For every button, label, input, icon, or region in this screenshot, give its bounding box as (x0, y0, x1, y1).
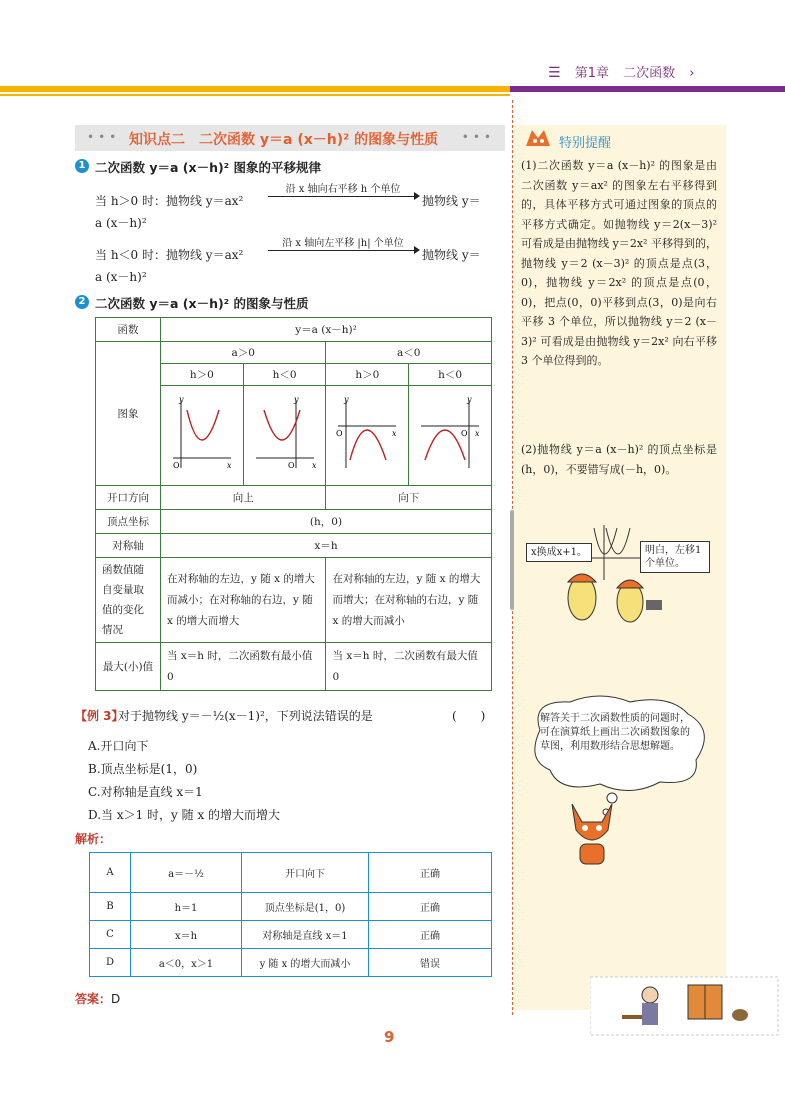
case2-arrow: 沿 x 轴向左平移 |h| 个单位 (268, 234, 418, 251)
cell: a＝－½ (131, 853, 242, 893)
svg-text:y: y (344, 395, 349, 404)
thought-cloud-text: 解答关于二次函数性质的问题时，可在演算纸上画出二次函数图象的草图，利用数形结合思想解题。 (540, 713, 690, 752)
page-number: 9 (384, 1028, 395, 1046)
option-d: D.当 x＞1 时，y 随 x 的增大而增大 (88, 808, 281, 822)
example-label: 【例 3】 (75, 709, 124, 723)
h-pos-header-1: h＞0 (161, 364, 244, 386)
cell: D (90, 949, 131, 977)
cell: 错误 (369, 949, 492, 977)
svg-text:O: O (287, 461, 295, 470)
svg-text:O: O (172, 461, 180, 470)
graph-down-left (409, 386, 492, 486)
cell: C (90, 921, 131, 949)
case2-pre: 当 h＜0 时：抛物线 y＝ax² (95, 248, 244, 262)
chapter-number: 第1章 (574, 66, 609, 81)
svg-text:x: x (226, 461, 232, 470)
h-pos-header-2: h＞0 (326, 364, 409, 386)
example-question: 对于抛物线 y＝－½(x－1)²，下列说法错误的是 (118, 709, 373, 723)
section-title: 知识点二 二次函数 y＝a (x－h)² 的图象与性质 (129, 132, 439, 148)
chapter-header (548, 62, 704, 81)
svg-text:y: y (467, 395, 472, 404)
section-title-band (75, 125, 505, 151)
header-bar-purple (510, 86, 785, 92)
cell: 正确 (369, 853, 492, 893)
max-neg: 当 x＝h 时，二次函数有最大值 0 (326, 643, 492, 691)
open-up: 向上 (161, 486, 326, 510)
list-icon[interactable]: ☰ (548, 65, 561, 81)
case1-pre: 当 h＞0 时：抛物线 y＝ax² (95, 194, 244, 208)
graph-down-right (326, 386, 409, 486)
answer: 答案：D (75, 992, 121, 1006)
mono-neg: 在对称轴的左边，y 随 x 的增大而增大；在对称轴的右边，y 随 x 的增大而减小 (326, 558, 492, 643)
cell: 顶点坐标是(1，0) (242, 893, 369, 921)
svg-text:y: y (178, 395, 184, 404)
cell: y 随 x 的增大而减小 (242, 949, 369, 977)
mono-label: 函数值随自变量取值的变化情况 (96, 558, 161, 643)
graph-up-left (243, 386, 326, 486)
svg-text:O: O (336, 429, 343, 438)
open-down: 向下 (326, 486, 492, 510)
part1-number-badge: 1 (75, 159, 89, 173)
cell: h＝1 (131, 893, 242, 921)
svg-text:x: x (311, 461, 317, 470)
example-paren: ( ) (452, 709, 486, 723)
dots-left-icon: ••• (87, 130, 121, 144)
svg-text:y: y (293, 395, 299, 404)
h-neg-header-1: h＜0 (243, 364, 326, 386)
cell: 开口向下 (242, 853, 369, 893)
scrollbar[interactable] (510, 510, 514, 610)
graph-label: 图象 (96, 342, 161, 486)
func-label: 函数 (96, 318, 161, 342)
case2-cont: a (x－h)² (95, 270, 147, 284)
cell: 正确 (369, 893, 492, 921)
cell: 正确 (369, 921, 492, 949)
axis-label: 对称轴 (96, 534, 161, 558)
max-pos: 当 x＝h 时，二次函数有最小值 0 (161, 643, 326, 691)
cell: a＜0，x＞1 (131, 949, 242, 977)
reading-scene-illustration (590, 975, 780, 1037)
option-a: A.开口向下 (88, 739, 149, 753)
func-value: y＝a (x－h)² (161, 318, 492, 342)
property-table (95, 317, 492, 691)
case2-post: 抛物线 y＝ (422, 248, 481, 262)
sidebar-para-1: (1)二次函数 y＝a (x－h)² 的图象是由二次函数 y＝ax² 的图象左右平移得到的，具体平移方式可通过图象的顶点的平移方式确定。如抛物线 y＝2(x－3)² 可看成是由抛物线 y＝2x² 平移得到的，抛物线 y＝2 (x－3)² 的顶点是点(3，0)，抛物线 y＝2x² 的顶点是点(0，0)，把点(0，0)平移到点(3，0)是向右平移 3 个单位，所以抛物线 y＝2 (x－3)² 可看成是由抛物线 y＝2x² 向右平移 3 个单位得到的。 (521, 159, 717, 367)
max-label: 最大(小)值 (96, 643, 161, 691)
open-label: 开口方向 (96, 486, 161, 510)
svg-text:O: O (461, 429, 468, 438)
option-b: B.顶点坐标是(1，0) (88, 762, 198, 776)
speech-bubble-left: x换成x+1。 (526, 543, 592, 562)
case1-arrow: 沿 x 轴向右平移 h 个单位 (268, 180, 418, 197)
sidebar-title: 特别提醒 (559, 136, 612, 151)
header-line (0, 94, 510, 96)
vertex-value: (h，0) (161, 510, 492, 534)
cell: x＝h (131, 921, 242, 949)
dots-right-icon: ••• (461, 130, 495, 144)
chapter-title: 二次函数 (623, 66, 676, 81)
a-pos-header: a＞0 (161, 342, 326, 364)
sidebar-para-2: (2)抛物线 y＝a (x－h)² 的顶点坐标是(h，0)，不要错写成(－h，0)。 (521, 443, 717, 476)
h-neg-header-2: h＜0 (409, 364, 492, 386)
part1-title: 二次函数 y＝a (x－h)² 图象的平移规律 (95, 160, 322, 175)
a-neg-header: a＜0 (326, 342, 492, 364)
analysis-label: 解析： (75, 832, 112, 846)
case1-cont: a (x－h)² (95, 216, 147, 230)
svg-text:x: x (475, 429, 480, 438)
svg-text:x: x (392, 429, 397, 438)
part2-title: 二次函数 y＝a (x－h)² 的图象与性质 (95, 296, 309, 311)
cell: B (90, 893, 131, 921)
speech-bubble-right: 明白，左移1个单位。 (640, 541, 710, 573)
case1-post: 抛物线 y＝ (422, 194, 481, 208)
axis-value: x＝h (161, 534, 492, 558)
vertex-label: 顶点坐标 (96, 510, 161, 534)
graph-up-right (161, 386, 244, 486)
mono-pos: 在对称轴的左边，y 随 x 的增大而减小；在对称轴的右边，y 随 x 的增大而增大 (161, 558, 326, 643)
chevron-right-icon[interactable]: › (689, 66, 695, 81)
part2-number-badge: 2 (75, 295, 89, 309)
fox-character-illustration (562, 800, 622, 870)
cell: A (90, 853, 131, 893)
option-c: C.对称轴是直线 x＝1 (88, 785, 203, 799)
fox-icon (522, 126, 556, 152)
cell: 对称轴是直线 x＝1 (242, 921, 369, 949)
answer-value: D (111, 992, 121, 1006)
analysis-table (89, 852, 492, 977)
